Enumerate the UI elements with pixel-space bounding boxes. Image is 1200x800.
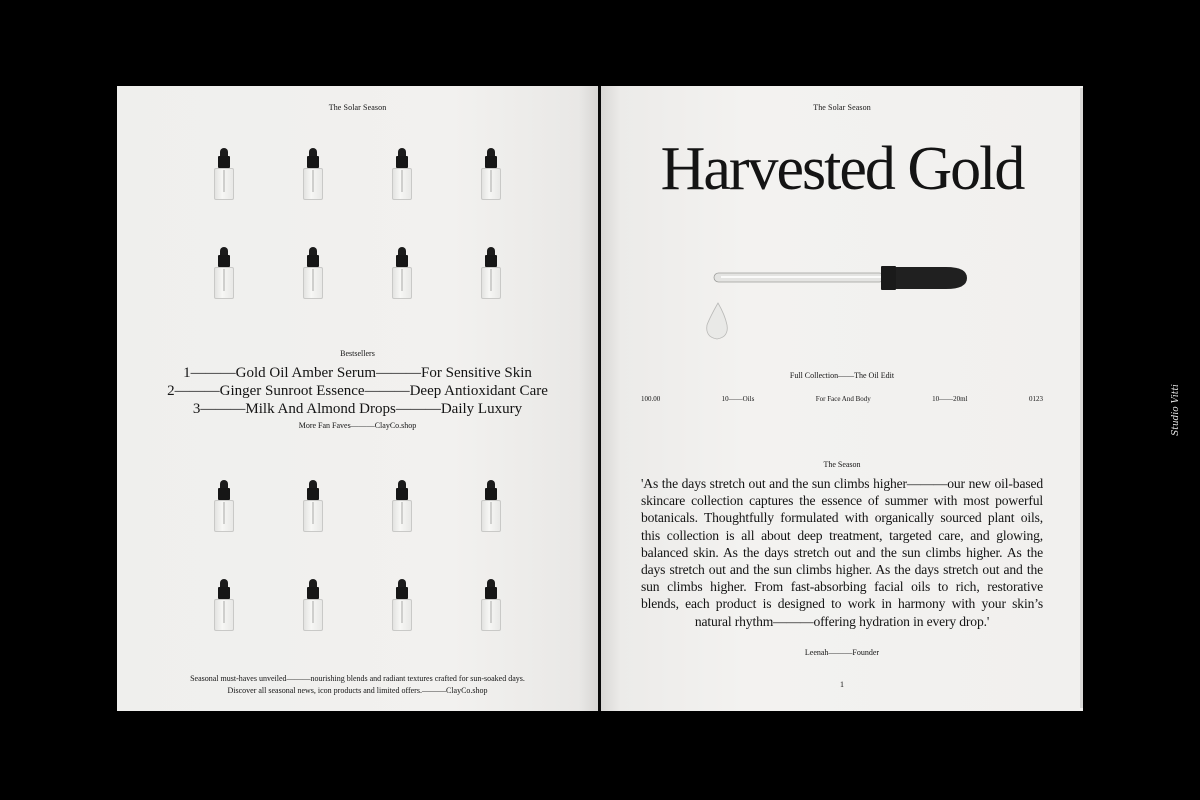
running-head-right: The Solar Season [813, 103, 871, 112]
bottle-cap [396, 156, 408, 168]
serum-bottle-image [302, 247, 324, 299]
signature-watermark: Studio Vitti [1171, 384, 1181, 436]
bestseller-item-1: 1———Gold Oil Amber Serum———For Sensitive Skin [183, 365, 532, 381]
page-title: Harvested Gold [660, 135, 1024, 203]
serum-bottle-image [480, 579, 502, 631]
season-label: The Season [823, 460, 861, 469]
bottle-pipette [312, 170, 314, 192]
bottle-cap [485, 587, 497, 599]
bottle-pipette [223, 502, 225, 524]
dropper-bulb [896, 267, 967, 289]
bottle-pipette [223, 170, 225, 192]
page-edge [1080, 88, 1083, 708]
dropper-collar [881, 266, 896, 290]
bottle-pipette [490, 601, 492, 623]
bottle-pipette [312, 601, 314, 623]
more-fan-faves-link: More Fan Faves———ClayCo.shop [298, 421, 417, 430]
bottle-pipette [401, 170, 403, 192]
serum-bottle-image [302, 480, 324, 532]
bottle-pipette [401, 502, 403, 524]
serum-bottle-image [391, 480, 413, 532]
serum-bottle-image [302, 579, 324, 631]
collection-label: Full Collection——The Oil Edit [789, 371, 895, 380]
serum-bottle-image [391, 247, 413, 299]
running-head-left: The Solar Season [328, 103, 387, 112]
bestseller-item-2: 2———Ginger Sunroot Essence———Deep Antioxidant Care [167, 383, 548, 399]
bottle-cap [307, 488, 319, 500]
footer-line-2: Discover all seasonal news, icon products and limited offers.———ClayCo.shop [227, 686, 488, 695]
bottle-cap [485, 156, 497, 168]
serum-bottle-image [480, 247, 502, 299]
serum-bottle-image [391, 579, 413, 631]
bottle-cap [396, 587, 408, 599]
serum-bottle-image [391, 148, 413, 200]
bottle-pipette [490, 502, 492, 524]
bottle-cap [396, 255, 408, 267]
spec-price: 100.00 [641, 395, 661, 403]
dropper-illustration [701, 251, 971, 371]
page-number: 1 [840, 680, 844, 689]
left-footer [117, 673, 598, 697]
bestsellers-label: Bestsellers [340, 349, 375, 358]
bestseller-item-3: 3———Milk And Almond Drops———Daily Luxury [192, 401, 523, 417]
bottle-pipette [312, 269, 314, 291]
bottle-cap [307, 255, 319, 267]
bestsellers-block [117, 349, 598, 430]
oil-drop [707, 303, 728, 339]
bottle-pipette [401, 269, 403, 291]
serum-bottle-image [213, 148, 235, 200]
spec-volume: 10——20ml [932, 395, 968, 403]
bottle-cap [485, 488, 497, 500]
bottle-cap [218, 587, 230, 599]
serum-bottle-image [213, 579, 235, 631]
spec-code: 0123 [1028, 395, 1043, 403]
footer-line-1: Seasonal must-haves unveiled———nourishing blends and radiant textures crafted for sun-soaked days. [190, 674, 525, 683]
bottle-cap [396, 488, 408, 500]
serum-bottle-image [213, 480, 235, 532]
left-page [117, 86, 598, 711]
bottle-pipette [312, 502, 314, 524]
dropper-pipette [714, 273, 884, 282]
bottle-cap [307, 156, 319, 168]
serum-bottle-image [480, 148, 502, 200]
serum-bottle-image [302, 148, 324, 200]
bottle-pipette [223, 601, 225, 623]
spec-oils: 10——Oils [721, 395, 755, 403]
bottle-grid-top [179, 148, 535, 299]
spec-usage: For Face And Body [815, 395, 871, 403]
bottle-pipette [490, 170, 492, 192]
bottle-cap [218, 488, 230, 500]
bottle-pipette [223, 269, 225, 291]
quote-author: Leenah———Founder [804, 648, 880, 657]
bottle-cap [218, 255, 230, 267]
bottle-cap [218, 156, 230, 168]
right-page [601, 86, 1083, 711]
bottle-pipette [490, 269, 492, 291]
serum-bottle-image [213, 247, 235, 299]
serum-bottle-image [480, 480, 502, 532]
founder-quote: 'As the days stretch out and the sun climbs higher———our new oil-based skincare collection captures the essence of summer with most powerful botanicals. Thoughtfully formulated with organically sourced plant oils, this collection is all about deep treatment, targeted care, and glowing, balanced skin. As the days stretch out and the sun climbs higher. As the days stretch out and the sun climbs higher. As the days stretch out and the sun climbs higher. From fast-absorbing facial oils to rich, restorative blends, each product is designed to work in harmony with your skin’s natural rhythm———offering hydration in every drop.' [641, 476, 1043, 629]
bottle-pipette [401, 601, 403, 623]
bottle-grid-bottom [179, 480, 535, 631]
spec-row [641, 395, 1043, 403]
bottle-cap [485, 255, 497, 267]
bottle-cap [307, 587, 319, 599]
